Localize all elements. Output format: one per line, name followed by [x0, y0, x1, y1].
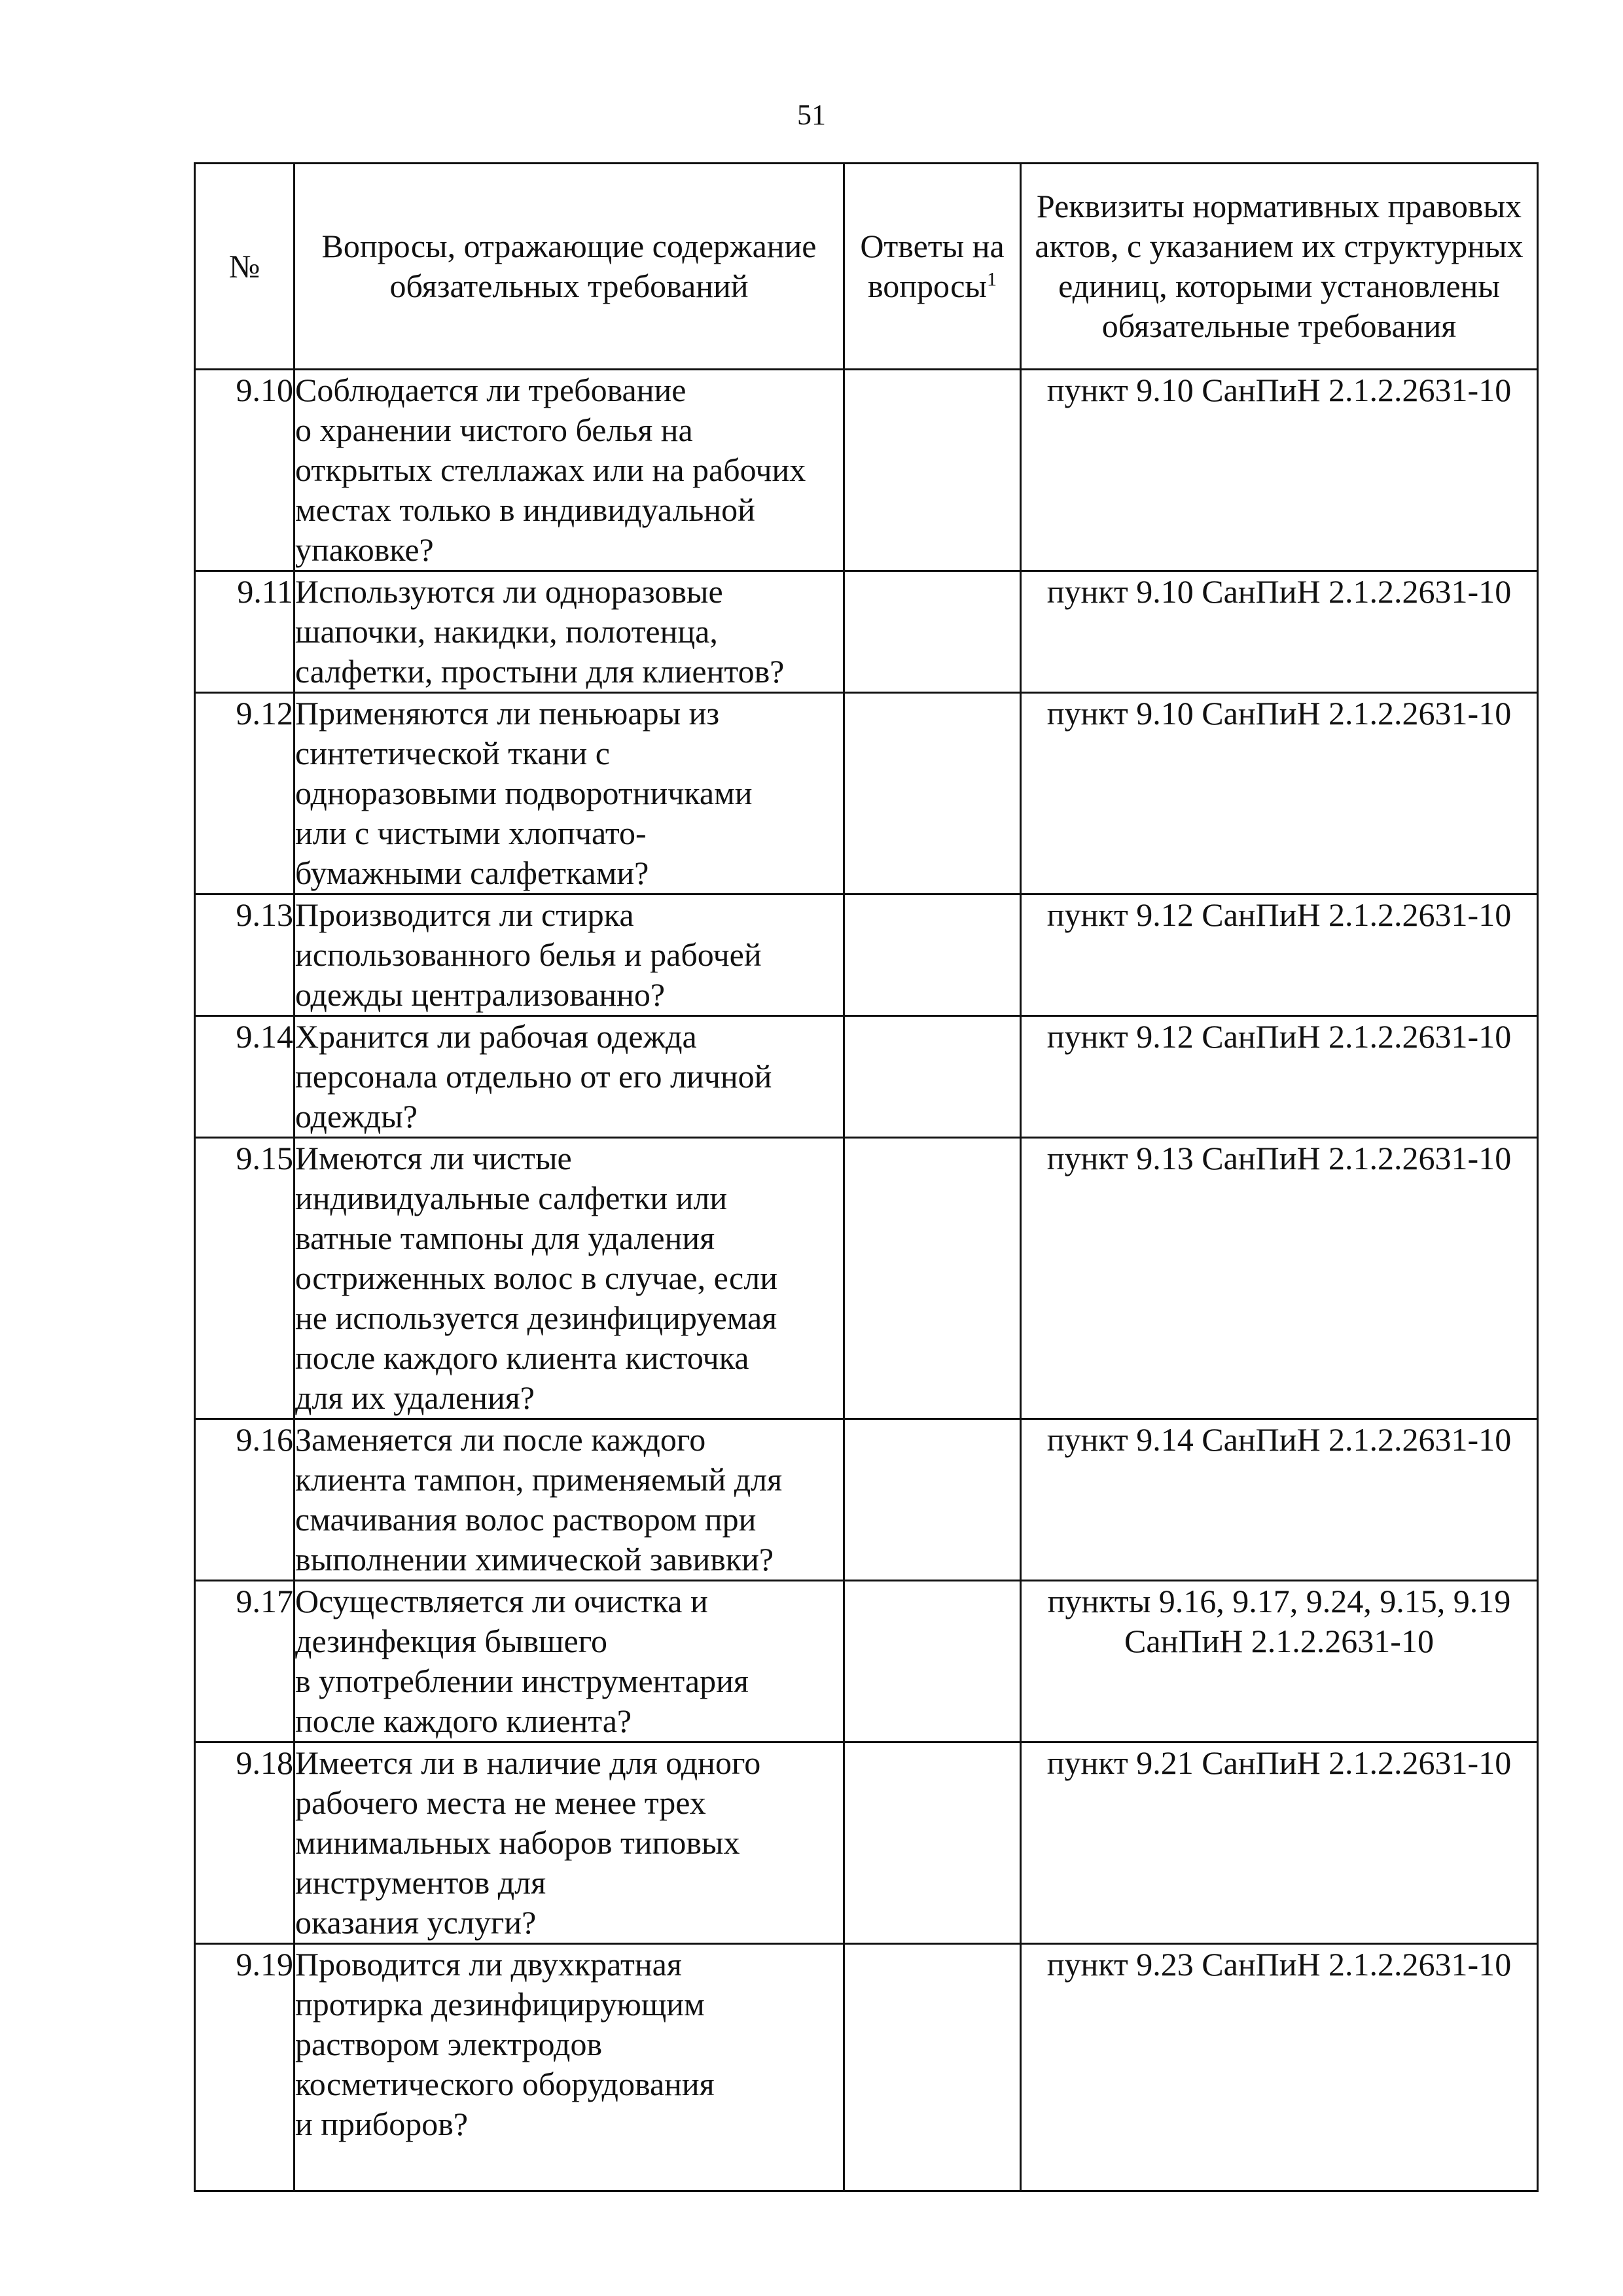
- table-row: [195, 1016, 1538, 1138]
- row-question: Проводится ли двухкратная протирка дезинфицирующим раствором электродов косметического оборудования и приборов?: [294, 1944, 844, 2191]
- table-row: [195, 1742, 1538, 1944]
- row-reference: пункт 9.13 СанПиН 2.1.2.2631-10: [1021, 1138, 1538, 1419]
- page-number: 51: [797, 99, 826, 131]
- row-number: 9.15: [195, 1138, 294, 1419]
- row-answer-cell[interactable]: [844, 1581, 1021, 1742]
- row-number: 9.18: [195, 1742, 294, 1944]
- row-answer-cell[interactable]: [844, 693, 1021, 894]
- header-reference: Реквизиты нормативных правовых актов, с указанием их структурных единиц, которыми установлены обязательные требования: [1021, 164, 1538, 370]
- row-question: Имеются ли чистые индивидуальные салфетки или ватные тампоны для удаления остриженных волос в случае, если не используется дезинфицируемая после каждого клиента кисточка для их удаления?: [294, 1138, 844, 1419]
- row-answer-cell[interactable]: [844, 370, 1021, 571]
- row-question: Заменяется ли после каждого клиента тампон, применяемый для смачивания волос раствором при выполнении химической завивки?: [294, 1419, 844, 1581]
- row-number: 9.11: [195, 571, 294, 693]
- header-number: №: [195, 164, 294, 370]
- row-answer-cell[interactable]: [844, 1742, 1021, 1944]
- row-number: 9.10: [195, 370, 294, 571]
- row-question: Применяются ли пеньюары из синтетической ткани с одноразовыми подворотничками или с чистыми хлопчато- бумажными салфетками?: [294, 693, 844, 894]
- row-number: 9.16: [195, 1419, 294, 1581]
- row-reference: пункт 9.23 СанПиН 2.1.2.2631-10: [1021, 1944, 1538, 2191]
- row-reference: пункт 9.12 СанПиН 2.1.2.2631-10: [1021, 894, 1538, 1016]
- requirements-table: [194, 162, 1539, 2192]
- table-row: [195, 1581, 1538, 1742]
- row-answer-cell[interactable]: [844, 1138, 1021, 1419]
- table-row: [195, 571, 1538, 693]
- row-question: Соблюдается ли требование о хранении чистого белья на открытых стеллажах или на рабочих местах только в индивидуальной упаковке?: [294, 370, 844, 571]
- row-question: Имеется ли в наличие для одного рабочего места не менее трех минимальных наборов типовых инструментов для оказания услуги?: [294, 1742, 844, 1944]
- row-reference: пункт 9.21 СанПиН 2.1.2.2631-10: [1021, 1742, 1538, 1944]
- row-number: 9.19: [195, 1944, 294, 2191]
- row-number: 9.14: [195, 1016, 294, 1138]
- row-answer-cell[interactable]: [844, 894, 1021, 1016]
- row-answer-cell[interactable]: [844, 1016, 1021, 1138]
- table-row: [195, 1138, 1538, 1419]
- table-row: [195, 1944, 1538, 2191]
- row-answer-cell[interactable]: [844, 1944, 1021, 2191]
- table-row: [195, 894, 1538, 1016]
- row-reference: пункт 9.12 СанПиН 2.1.2.2631-10: [1021, 1016, 1538, 1138]
- row-answer-cell[interactable]: [844, 1419, 1021, 1581]
- header-answer: [844, 164, 1021, 370]
- row-question: Используются ли одноразовые шапочки, накидки, полотенца, салфетки, простыни для клиентов?: [294, 571, 844, 693]
- row-question: Производится ли стирка использованного белья и рабочей одежды централизованно?: [294, 894, 844, 1016]
- row-reference: пункт 9.10 СанПиН 2.1.2.2631-10: [1021, 693, 1538, 894]
- row-reference: пункт 9.14 СанПиН 2.1.2.2631-10: [1021, 1419, 1538, 1581]
- row-question: Хранится ли рабочая одежда персонала отдельно от его личной одежды?: [294, 1016, 844, 1138]
- table-row: [195, 370, 1538, 571]
- table-row: [195, 693, 1538, 894]
- row-number: 9.13: [195, 894, 294, 1016]
- row-reference: пункт 9.10 СанПиН 2.1.2.2631-10: [1021, 571, 1538, 693]
- row-question: Осуществляется ли очистка и дезинфекция бывшего в употреблении инструментария после каждого клиента?: [294, 1581, 844, 1742]
- row-number: 9.17: [195, 1581, 294, 1742]
- row-answer-cell[interactable]: [844, 571, 1021, 693]
- table-row: [195, 1419, 1538, 1581]
- row-reference: пункты 9.16, 9.17, 9.24, 9.15, 9.19 СанПиН 2.1.2.2631-10: [1021, 1581, 1538, 1742]
- table-header-row: [195, 164, 1538, 370]
- header-answer-label: Ответы на вопросы: [860, 228, 1005, 304]
- header-question: Вопросы, отражающие содержание обязательных требований: [294, 164, 844, 370]
- footnote-marker: 1: [987, 268, 997, 291]
- row-reference: пункт 9.10 СанПиН 2.1.2.2631-10: [1021, 370, 1538, 571]
- row-number: 9.12: [195, 693, 294, 894]
